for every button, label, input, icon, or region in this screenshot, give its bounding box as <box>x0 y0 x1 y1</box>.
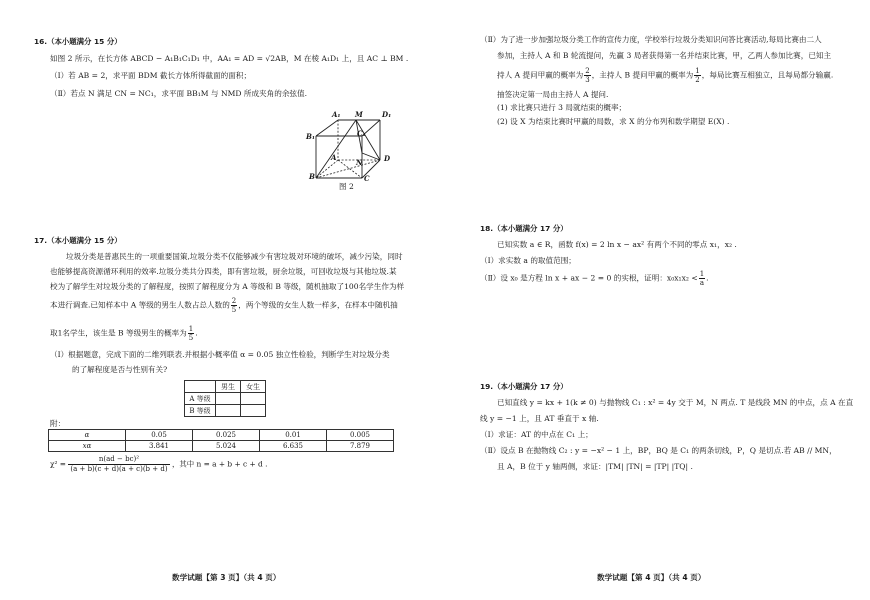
q18-part1: （Ⅰ）求实数 a 的取值范围； <box>480 256 576 265</box>
contingency-row-a: A 等级 <box>185 393 266 405</box>
chi-square-formula <box>50 455 268 474</box>
q17-para-line5-text: 取1名学生，该生是 B 等级男生的概率为 <box>50 328 187 338</box>
q17-heading: 17.（本小题满分 15 分） <box>34 236 122 245</box>
q19-heading: 19.（本小题满分 17 分） <box>480 382 568 391</box>
chi-table-x-row: xα 3.841 5.024 6.635 7.879 <box>49 441 394 452</box>
q19-stem-line1: 已知直线 y = kx + 1(k ≠ 0) 与抛物线 C₁ : x² = 4y 交于 M，N 两点. T 是线段 MN 的中点，点 A 在直 <box>497 398 854 407</box>
footer-page-4: 数学试题【第 4 页】（共 4 页） <box>597 573 706 582</box>
figure-caption: 图 2 <box>339 182 354 191</box>
label-B: B <box>309 172 315 181</box>
q17-para-line2: 也能够提高资源循环利用的效率.垃圾分类共分四类，即有害垃圾，厨余垃圾，可回收垃圾与其他垃圾.某 <box>50 267 397 276</box>
q16-cont-line1: （Ⅱ）为了进一步加强垃圾分类工作的宣传力度，学校举行垃圾分类知识问答比赛活动,每局比赛由二人 <box>480 35 822 44</box>
q16-heading: 16.（本小题满分 15 分） <box>34 37 122 46</box>
fraction-two-thirds: $\frac{2}{3}$ <box>585 67 590 84</box>
q16-cont-line3: 持人 A 提问甲赢的概率为 $\frac{2}{3}$ ，主持人 B 提问甲赢的概率为 $\frac{1}{2}$ ，每局比赛互相独立，且每局都分输赢. <box>497 67 834 84</box>
q16-cont-line4: 抽签决定第一局由主持人 A 提问. <box>497 90 609 99</box>
q19-part1: （Ⅰ）求证：AT 的中点在 C₁ 上； <box>480 430 593 439</box>
q17-para-line4 <box>50 297 398 314</box>
fraction-one-half: $\frac{1}{2}$ <box>695 67 700 84</box>
q18-part2: （Ⅱ）设 x₀ 是方程 ln x + ax − 2 = 0 的实根，证明：x₀x₁x₂ < $\frac{1}{a}$ . <box>480 270 709 287</box>
q18-heading: 18.（本小题满分 17 分） <box>480 224 568 233</box>
q16-sub1: (1) 求比赛只进行 3 局就结束的概率； <box>497 103 627 112</box>
chi-formula-lhs: χ² = <box>50 459 66 469</box>
q17-para-line4-text: 本进行调查.已知样本中 A 等级的男生人数占总人数的 <box>50 300 230 310</box>
q17-para-line4-tail: ，两个等级的女生人数一样多，在样本中随机抽 <box>238 300 398 310</box>
label-A: A <box>331 153 337 162</box>
label-C1: C₁ <box>357 129 366 138</box>
contingency-table <box>184 380 266 417</box>
q17-part1: （Ⅰ）根据题意，完成下面的二维列联表.并根据小概率值 α = 0.05 独立性检验，判断学生对垃圾分类 <box>50 350 390 359</box>
chi-table-alpha-row: α 0.05 0.025 0.01 0.005 <box>49 430 394 441</box>
label-N: N <box>356 158 363 167</box>
chi-formula-tail: ，其中 n = a + b + c + d . <box>171 459 268 469</box>
fraction-two-fifths: $\frac{2}{5}$ <box>231 297 237 314</box>
footer-page-3: 数学试题【第 3 页】（共 4 页） <box>172 573 281 582</box>
q17-para-line5: 取1名学生，该生是 B 等级男生的概率为 $\frac{1}{5}$ . <box>50 325 198 342</box>
q17-part1-cont: 的了解程度是否与性别有关? <box>72 365 168 374</box>
chi-square-table <box>48 429 394 452</box>
contingency-header: 男生 女生 <box>185 381 266 393</box>
chi-formula-fraction: $\frac{\text{n(ad − bc)²}}{(a + b)(c + d)(a + c)(b + d)}$ <box>70 455 168 473</box>
q17-para-line3: 校为了解学生对垃圾分类的了解程度，按照了解程度分为 A 等级和 B 等级，随机抽取了100名学生作为样 <box>50 282 405 291</box>
page-4 <box>435 0 870 600</box>
fraction-one-over-a: $\frac{1}{a}$ <box>699 270 705 287</box>
cuboid-figure <box>300 108 400 192</box>
label-D: D <box>384 154 391 163</box>
q19-stem-line2: 线 y = −1 上，且 AT 垂直于 x 轴. <box>480 414 599 423</box>
q19-part2-cont: 且 A，B 位于 y 轴两侧，求证：|TM| |TN| = |TP| |TQ| . <box>497 462 693 471</box>
label-M: M <box>355 110 363 119</box>
label-C: C <box>364 174 370 183</box>
q19-part2: （Ⅱ）设点 B 在抛物线 C₂ : y = −x² − 1 上，BP，BQ 是 C₁ 的两条切线，P，Q 是切点.若 AB // MN， <box>480 446 837 455</box>
label-A1: A₁ <box>332 110 341 119</box>
q18-stem: 已知实数 a ∈ R，函数 f(x) = 2 ln x − ax² 有两个不同的零点 x₁，x₂ . <box>497 240 737 249</box>
q16-stem: 如图 2 所示，在长方体 ABCD − A₁B₁C₁D₁ 中，AA₁ = AD = √2AB，M 在棱 A₁D₁ 上，且 AC ⊥ BM . <box>50 54 409 63</box>
q16-sub2: (2) 设 X 为结束比赛时甲赢的局数，求 X 的分布列和数学期望 E(X) . <box>497 117 730 126</box>
label-D1: D₁ <box>382 110 392 119</box>
q17-para-line1: 垃圾分类是普惠民生的一项重要国策,垃圾分类不仅能够减少有害垃圾对环境的破坏，减少污染，同时 <box>66 252 403 261</box>
q16-cont-line2: 参加，主持人 A 和 B 轮流提问，先赢 3 局者获得第一名并结束比赛，甲，乙两人参加比赛，已知主 <box>497 51 832 60</box>
contingency-row-b: B 等级 <box>185 405 266 417</box>
q16-part2: （Ⅱ）若点 N 满足 CN = NC₁，求平面 BB₁M 与 NMD 所成夹角的余弦值. <box>50 89 308 98</box>
label-B1: B₁ <box>306 132 315 141</box>
q16-part1: （Ⅰ）若 AB = 2，求平面 BDM 截长方体所得截面的面积； <box>50 71 252 80</box>
appendix-label: 附： <box>50 419 66 428</box>
fraction-one-fifth: $\frac{1}{5}$ <box>188 325 194 342</box>
